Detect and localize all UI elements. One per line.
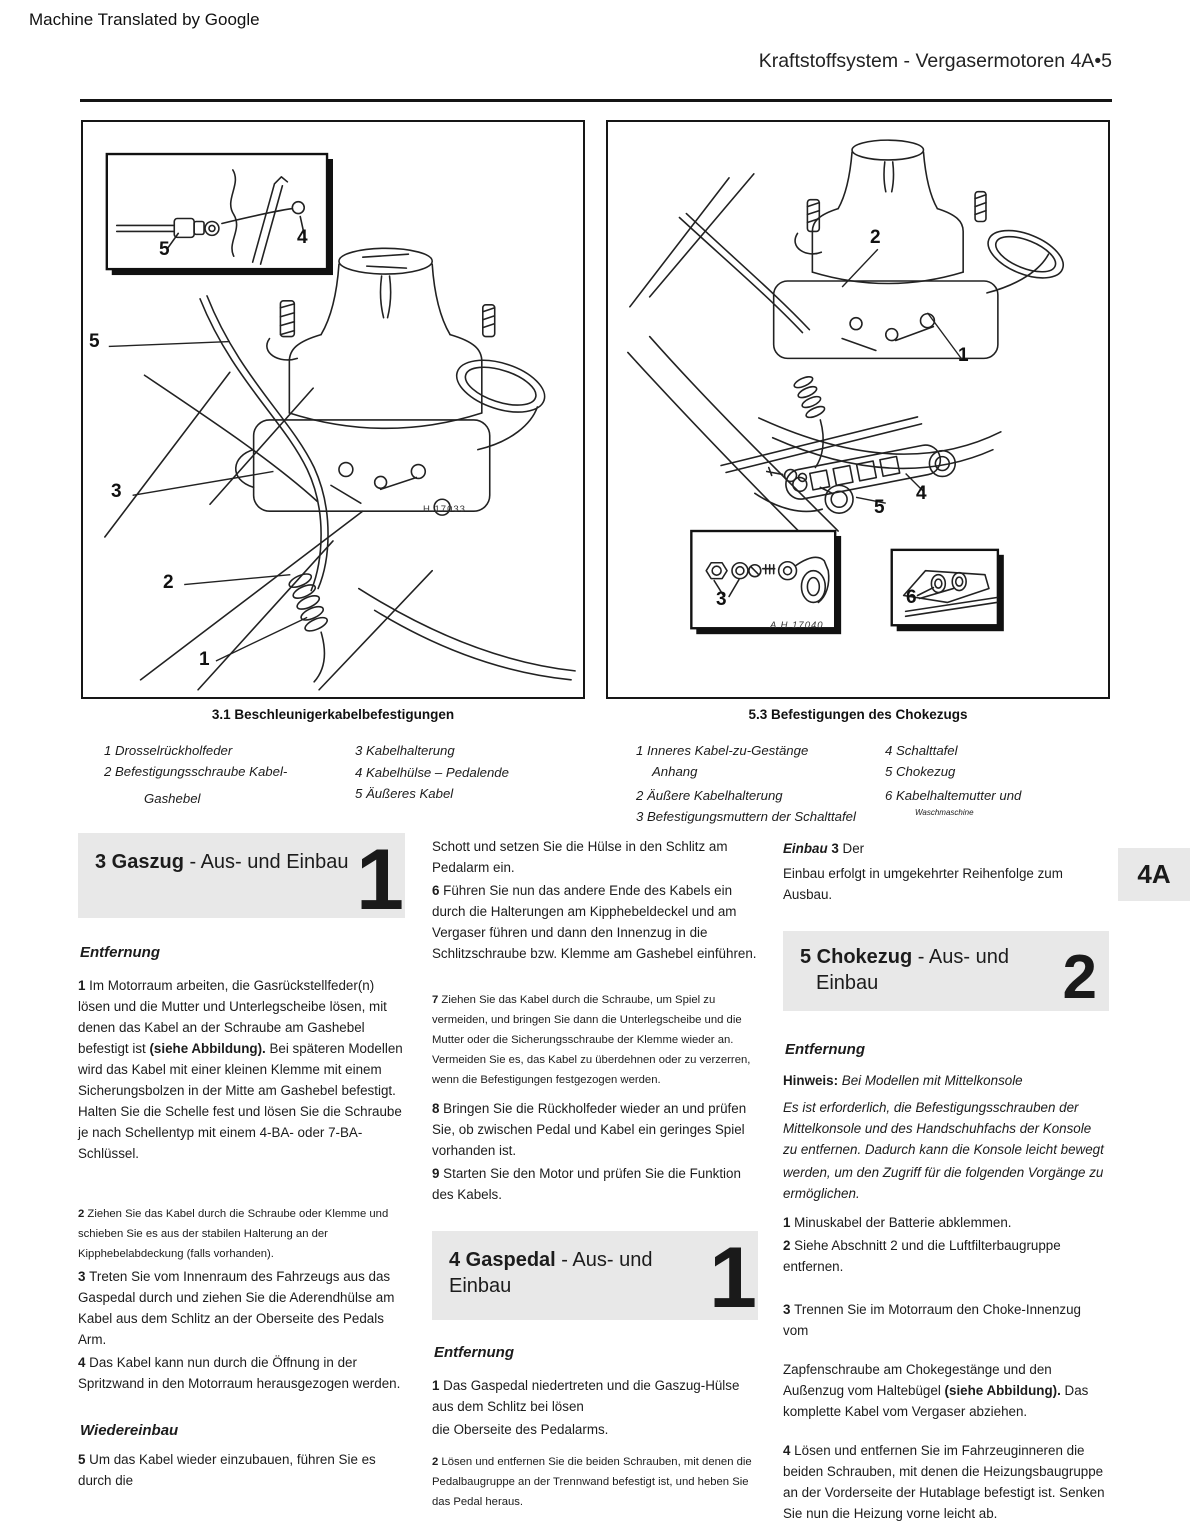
figure-right-legend-col1	[636, 740, 856, 827]
paragraph: 4 Das Kabel kann nun durch die Öffnung in der Spritzwand in den Motorraum herausgezogen werden.	[78, 1355, 401, 1391]
section-header-gaspedal	[432, 1230, 758, 1326]
callout-3: 3	[716, 589, 727, 610]
callout-1: 1	[958, 345, 969, 366]
paragraph: 7 Ziehen Sie das Kabel durch die Schraube, um Spiel zu vermeiden, und bringen Sie dann die Unterlegscheibe und die Mutter oder die Sicherungsschraube der Klemme wieder an. Vermeiden Sie es, das Kabel zu überdehnen oder zu verzerren, wenn die Befestigungen festgezogen werden.	[432, 994, 751, 1086]
paragraph: 1 Minuskabel der Batterie abklemmen.	[783, 1215, 1012, 1230]
section-header-chokezug	[783, 931, 1109, 1011]
carburetor-body	[236, 248, 551, 515]
paragraph: 6 Führen Sie nun das andere Ende des Kabels ein durch die Halterungen am Kipphebeldeckel und am Vergaser führen und dann den Innenzug in die Schlitzschraube bzw. Klemme am Gashebel einführen.	[432, 883, 757, 961]
legend-item: 3 Kabelhalterung	[355, 743, 455, 758]
section-title-line1: 5 Chokezug - Aus- und	[800, 946, 1009, 968]
legend-item: 2 Befestigungsschraube Kabel-	[104, 764, 288, 779]
legend-item: 6 Kabelhaltemutter und	[885, 788, 1022, 803]
callout-2: 2	[163, 572, 174, 593]
callout-3: 3	[111, 481, 122, 502]
paragraph: 1 Das Gaspedal niedertreten und die Gaszug-Hülse aus dem Schlitz bei lösen	[432, 1378, 740, 1414]
figure-left-legend-col1	[104, 740, 287, 809]
drawing-code: H.17033	[423, 504, 466, 515]
subheading-wiedereinbau: Wiedereinbau	[80, 1422, 179, 1439]
paragraph: Schott und setzen Sie die Hülse in den Schlitz am Pedalarm ein.	[432, 839, 728, 875]
section-large-number: 2	[1062, 943, 1097, 1012]
paragraph: 2 Lösen und entfernen Sie die beiden Schrauben, mit denen die Pedalbaugruppe an der Trennwand befestigt ist, und heben Sie das Pedal heraus.	[432, 1456, 752, 1508]
paragraph: 4 Lösen und entfernen Sie im Fahrzeuginneren die beiden Schrauben, mit denen die Heizungsbaugruppe an der Vorderseite der Hutablage befestigt ist. Senken Sie nun die Heizung vorne leicht ab.	[783, 1443, 1105, 1521]
figure-choke-cable	[606, 120, 1110, 699]
page-header-title: Kraftstoffsystem - Vergasermotoren 4A•5	[758, 50, 1112, 72]
paragraph: Einbau erfolgt in umgekehrter Reihenfolge zum Ausbau.	[783, 866, 1063, 902]
paragraph-hinweis: Hinweis: Bei Modellen mit Mittelkonsole	[783, 1073, 1023, 1088]
text-column-1	[78, 833, 405, 1493]
figure-left-caption: 3.1 Beschleunigerkabelbefestigungen	[211, 707, 455, 722]
legend-item: 3 Befestigungsmuttern der Schalttafel	[636, 809, 856, 824]
paragraph: 2 Ziehen Sie das Kabel durch die Schraube oder Klemme und schieben Sie es aus der stabilen Halterung an der Kipphebelabdeckung (falls vorhanden).	[78, 1208, 389, 1260]
callout-inset-5: 5	[159, 239, 170, 260]
section-title-line2: Einbau	[816, 972, 879, 994]
legend-item: 1 Inneres Kabel-zu-Gestänge	[636, 743, 809, 758]
text-column-3	[783, 838, 1109, 1526]
legend-item: 2 Äußere Kabelhalterung	[636, 788, 783, 803]
legend-item-continuation: Gashebel	[144, 791, 201, 806]
paragraph-note: Es ist erforderlich, die Befestigungsschrauben der Mittelkonsole und des Handschuhfachs der Konsole zu entfernen. Dadurch kann die Konsole leicht bewegt	[783, 1100, 1104, 1157]
accelerator-cable-lines	[145, 296, 329, 591]
callout-6: 6	[906, 587, 917, 608]
section-title	[783, 931, 1109, 996]
carburetor-line-drawing-right	[608, 122, 1108, 693]
carburetor-body	[774, 140, 1070, 467]
subheading-entfernung: Entfernung	[785, 1041, 865, 1058]
section-large-number: 1	[709, 1230, 753, 1326]
callout-leader-lines	[109, 342, 307, 661]
paragraph: Einbau 3 Der	[783, 841, 865, 856]
paragraph: 3 Treten Sie vom Innenraum des Fahrzeugs aus das Gaspedal durch und ziehen Sie die Aderendhülse am Kabel aus dem Schlitz an der Oberseite des Pedals Arm.	[78, 1269, 395, 1347]
paragraph: 3 Trennen Sie im Motorraum den Choke-Innenzug vom	[783, 1302, 1081, 1338]
choke-cable-lines	[679, 214, 809, 333]
inset-linkage-detail	[691, 531, 841, 634]
section-large-number: 1	[356, 832, 400, 928]
throttle-return-spring	[287, 571, 329, 682]
chapter-tab-badge: 4A	[1118, 848, 1190, 901]
machine-translation-watermark: Machine Translated by Google	[29, 10, 260, 29]
drawing-code: A H 17040	[770, 620, 824, 631]
figure-accelerator-cable	[81, 120, 585, 699]
legend-item: 1 Drosselrückholfeder	[104, 743, 233, 758]
text-column-2	[432, 836, 758, 1514]
header-rule	[80, 99, 1112, 102]
section-title: 3 Gaszug - Aus- und Einbau	[95, 851, 349, 873]
callout-5: 5	[874, 497, 885, 518]
callout-1: 1	[199, 649, 210, 670]
callout-inset-4: 4	[297, 227, 308, 248]
subheading-entfernung: Entfernung	[80, 944, 160, 961]
section-header-gaszug	[78, 832, 405, 928]
legend-item: 4 Kabelhülse – Pedalende	[355, 765, 509, 780]
legend-item: 4 Schalttafel	[885, 743, 958, 758]
figure-right-caption: 5.3 Befestigungen des Chokezugs	[748, 707, 968, 722]
bulkhead-lines	[628, 174, 1001, 551]
paragraph: 2 Siehe Abschnitt 2 und die Luftfilterbaugruppe entfernen.	[783, 1238, 1061, 1274]
subheading-entfernung: Entfernung	[434, 1344, 514, 1361]
figure-left-legend-col2	[355, 740, 509, 804]
paragraph: 8 Bringen Sie die Rückholfeder wieder an und prüfen Sie, ob zwischen Pedal und Kabel ein geringes Spiel vorhanden ist.	[432, 1101, 747, 1158]
paragraph: Zapfenschraube am Chokegestänge und den Außenzug vom Haltebügel (siehe Abbildung). Das komplette Kabel vom Vergaser abziehen.	[783, 1362, 1089, 1419]
paragraph-note: werden, um den Zugriff für die folgenden Vorgänge zu ermöglichen.	[783, 1165, 1104, 1201]
callout-2: 2	[870, 227, 881, 248]
legend-item: 5 Chokezug	[885, 764, 956, 779]
paragraph: 9 Starten Sie den Motor und prüfen Sie die Funktion des Kabels.	[432, 1166, 741, 1202]
inset-cable-detail	[107, 154, 333, 275]
legend-item-continuation: Anhang	[652, 764, 698, 779]
paragraph: 1 Im Motorraum arbeiten, die Gasrückstellfeder(n) lösen und die Mutter und Unterlegscheibe lösen, mit denen das Kabel an der Schraube am Gashebel befestigt ist (siehe Abbildung). Bei späteren Modellen wird das Kabel mit einer kleinen Klemme mit einem Sicherungsbolzen in der Mitte am Gashebel befestigt. Halten Sie die Schelle fest und lösen Sie die Schraube je nach Schellentyp mit einem 4-BA- oder 7-BA-Schlüssel.	[78, 978, 403, 1161]
callout-5: 5	[89, 331, 100, 352]
legend-item-continuation: Waschmaschine	[915, 808, 974, 817]
section-title: 4 Gaspedal - Aus- und Einbau	[449, 1249, 653, 1297]
carburetor-line-drawing-left	[83, 122, 583, 693]
figure-right-legend-col2	[885, 740, 1021, 820]
paragraph: die Oberseite des Pedalarms.	[432, 1422, 609, 1437]
paragraph: 5 Um das Kabel wieder einzubauen, führen Sie es durch die	[78, 1452, 376, 1488]
legend-item: 5 Äußeres Kabel	[355, 786, 454, 801]
callout-4: 4	[916, 483, 927, 504]
